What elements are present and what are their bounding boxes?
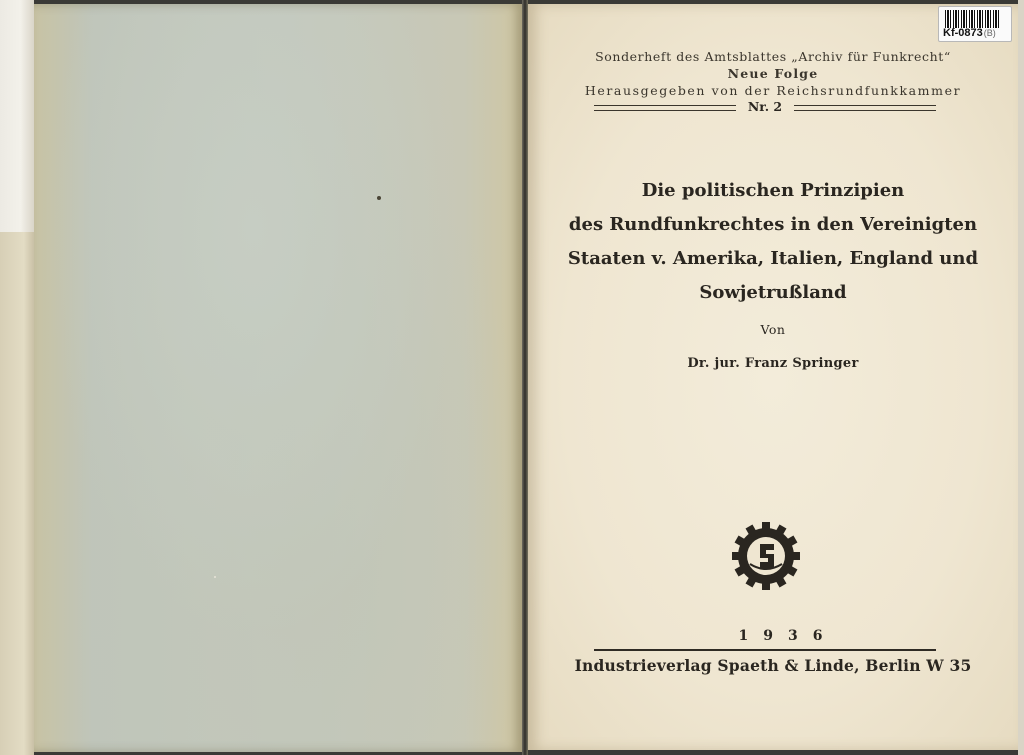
series-publisher-note: Herausgegeben von der Reichsrundfunkkammer bbox=[584, 83, 962, 98]
publisher-rule bbox=[594, 649, 936, 651]
series-line: Sonderheft des Amtsblattes „Archiv für Funkrecht“ bbox=[595, 49, 951, 64]
paper-speck bbox=[377, 196, 381, 200]
title-line: des Rundfunkrechtes in den Vereinigten bbox=[568, 214, 978, 235]
series-new-edition: Neue Folge bbox=[727, 66, 819, 81]
shelf-mark-suffix: (B) bbox=[983, 28, 996, 38]
book-edge-strip bbox=[0, 0, 34, 755]
publisher-imprint: Industrieverlag Spaeth & Linde, Berlin W 35 bbox=[574, 656, 972, 675]
publication-year: 1936 bbox=[738, 628, 838, 644]
book-title bbox=[528, 174, 1018, 310]
issue-number-row bbox=[594, 100, 936, 116]
author-name: Dr. jur. Franz Springer bbox=[687, 356, 859, 371]
issue-number: Nr. 2 bbox=[747, 99, 783, 114]
paper-speck bbox=[214, 576, 216, 578]
right-page-title-page bbox=[528, 4, 1018, 750]
by-line: Von bbox=[760, 322, 786, 337]
shelf-mark: Kf-0873 bbox=[943, 27, 983, 39]
barcode-icon bbox=[945, 10, 999, 28]
publisher-gear-emblem-icon bbox=[730, 520, 802, 592]
double-rule-right bbox=[794, 105, 936, 111]
title-line: Sowjetrußland bbox=[699, 282, 847, 303]
book-right-edge bbox=[1018, 0, 1024, 755]
library-barcode-label bbox=[938, 6, 1012, 42]
label-code-wrap bbox=[943, 27, 996, 39]
book-edge-lower bbox=[0, 232, 34, 755]
series-header bbox=[528, 48, 1018, 99]
left-page-endpaper bbox=[34, 4, 522, 752]
title-line: Die politischen Prinzipien bbox=[641, 180, 905, 201]
title-line: Staaten v. Amerika, Italien, England und bbox=[567, 248, 979, 269]
